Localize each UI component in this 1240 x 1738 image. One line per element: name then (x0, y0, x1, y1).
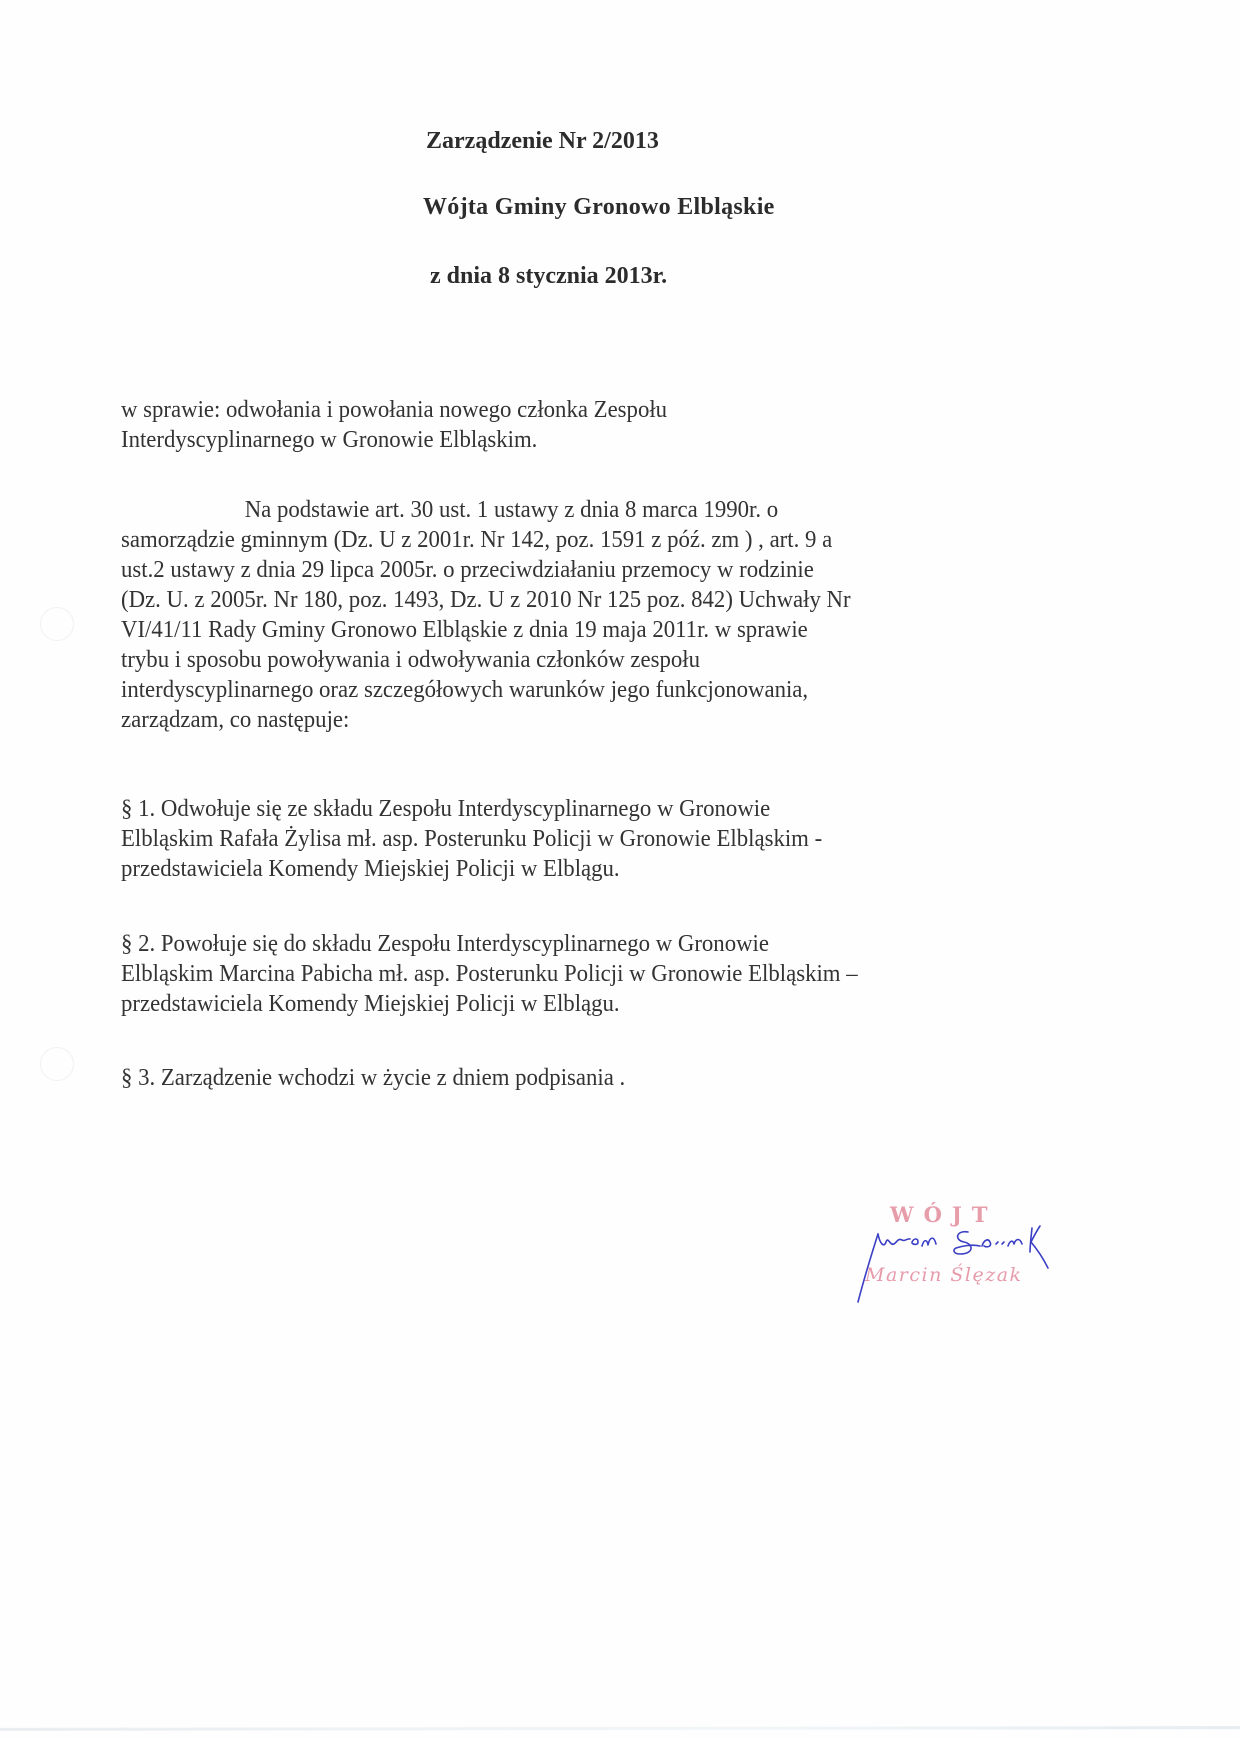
text-line: Na podstawie art. 30 ust. 1 ustawy z dnia 8 marca 1990r. o (244, 496, 779, 523)
text-line: (Dz. U. z 2005r. Nr 180, poz. 1493, Dz. U z 2010 Nr 125 poz. 842) Uchwały Nr (121, 586, 851, 613)
scan-edge (0, 1726, 1240, 1731)
text-line: zarządzam, co następuje: (121, 706, 350, 733)
legal-basis-paragraph (121, 495, 995, 735)
text-line: Elbląskim Marcina Pabicha mł. asp. Posterunku Policji w Gronowie Elbląskim – (121, 960, 858, 987)
text-line: samorządzie gminnym (Dz. U z 2001r. Nr 142, poz. 1591 z póź. zm ) , art. 9 a (121, 526, 833, 553)
section-3 (121, 1063, 995, 1093)
text-line: w sprawie: odwołania i powołania nowego członka Zespołu (121, 396, 668, 423)
document-date: z dnia 8 stycznia 2013r. (430, 263, 668, 289)
text-line: trybu i sposobu powoływania i odwoływania członków zespołu (121, 646, 701, 673)
punch-hole-mark (40, 1047, 74, 1081)
text-line: § 3. Zarządzenie wchodzi w życie z dniem podpisania . (121, 1064, 626, 1091)
text-line: Interdyscyplinarnego w Gronowie Elbląskim. (121, 426, 538, 453)
section-1 (121, 794, 995, 884)
document-issuer: Wójta Gminy Gronowo Elbląskie (423, 194, 775, 220)
section-2 (121, 929, 995, 1019)
subject-paragraph (121, 395, 995, 455)
signature-icon (850, 1224, 1090, 1304)
stamp-name: Marcin Ślęzak (865, 1264, 1023, 1286)
punch-hole-mark (40, 607, 74, 641)
document-title: Zarządzenie Nr 2/2013 (426, 128, 659, 154)
text-line: ust.2 ustawy z dnia 29 lipca 2005r. o przeciwdziałaniu przemocy w rodzinie (121, 556, 814, 583)
text-line: VI/41/11 Rady Gminy Gronowo Elbląskie z dnia 19 maja 2011r. w sprawie (121, 616, 808, 643)
text-line: przedstawiciela Komendy Miejskiej Policji w Elblągu. (121, 855, 620, 882)
text-line: interdyscyplinarnego oraz szczegółowych warunków jego funkcjonowania, (121, 676, 809, 703)
official-stamp (850, 1200, 1090, 1310)
text-line: przedstawiciela Komendy Miejskiej Policji w Elblągu. (121, 990, 620, 1017)
text-line: § 2. Powołuje się do składu Zespołu Interdyscyplinarnego w Gronowie (121, 930, 770, 957)
text-line: Elbląskim Rafała Żylisa mł. asp. Posterunku Policji w Gronowie Elbląskim - (121, 825, 823, 852)
text-line: § 1. Odwołuje się ze składu Zespołu Interdyscyplinarnego w Gronowie (121, 795, 771, 822)
stamp-title: WÓJT (890, 1202, 998, 1227)
